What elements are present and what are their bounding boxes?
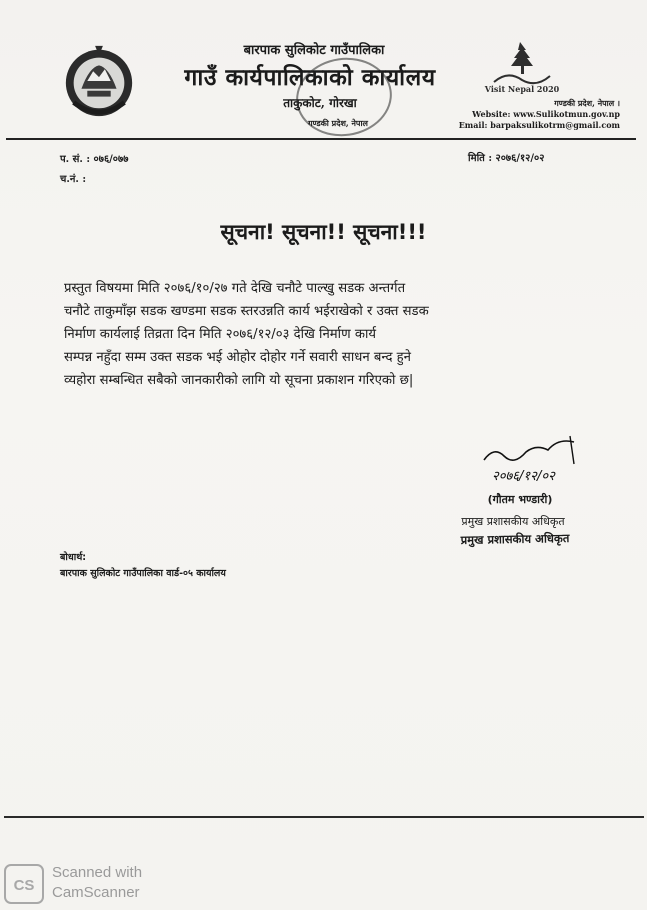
visit-nepal-2020-logo (484, 40, 560, 94)
body-line: चनौटे ताकुमाँझ सडक खण्डमा सडक स्तरउन्नति कार्य भईराखेको र उक्त सडक (64, 304, 429, 319)
contact-email: Email: barpaksulikotrm@gmail.com (458, 120, 620, 130)
notice-title: सूचना! सूचना!! सूचना!!! (220, 220, 427, 244)
signatory-title: प्रमुख प्रशासकीय अधिकृत (461, 515, 565, 528)
file-number: प. सं. : ०७६/०७७ (60, 154, 129, 165)
handwritten-signature (474, 434, 594, 486)
office-location: ताकुकोट, गोरखा (283, 96, 357, 110)
body-line: सम्पन्न नहुँदा सम्म उक्त सडक भई ओहोर दोहोर गर्ने सवारी साधन बन्द हुने (64, 350, 412, 365)
camscanner-watermark (52, 863, 142, 903)
watermark-line2: CamScanner (52, 884, 140, 901)
camscanner-logo-icon (4, 864, 44, 904)
body-line: व्यहोरा सम्बन्धित सबैको जानकारीको लागि यो सूचना प्रकाशन गरिएको छ| (64, 373, 414, 388)
body-line: प्रस्तुत विषयमा मिति २०७६/१०/२७ गते देखि चनौटे पाल्खु सडक अन्तर्गत (64, 281, 406, 296)
contact-website: Website: www.Sulikotmun.gov.np (472, 109, 620, 119)
designation-stamp: प्रमुख प्रशासकीय अधिकृत (460, 531, 570, 547)
signatory-name: (गौतम भण्डारी) (487, 493, 553, 506)
office-name: गाउँ कार्यपालिकाको कार्यालय (184, 64, 436, 91)
cc-label: बोधार्थ: (60, 552, 87, 563)
body-line: निर्माण कार्यलाई तिव्रता दिन मिति २०७६/१२/०३ देखि निर्माण कार्य (64, 327, 377, 342)
signature-date: २०७६/१२/०२ (492, 469, 555, 484)
cc-recipient: बारपाक सुलिकोट गाउँपालिका वार्ड-०५ कार्यालय (60, 568, 226, 579)
contact-region: गण्डकी प्रदेश, नेपाल । (554, 98, 620, 108)
nepal-emblem-logo (60, 42, 138, 120)
province-line: गण्डकी प्रदेश, नेपाल (308, 118, 368, 128)
reference-block (60, 150, 128, 190)
watermark-line1: Scanned with (52, 864, 143, 881)
letter-date: मिति : २०७६/१२/०२ (468, 153, 545, 164)
camscanner-badge-text: CS (13, 877, 35, 894)
dispatch-number: च.नं. : (60, 174, 87, 185)
visit-nepal-logo-text: Visit Nepal 2020 (484, 84, 560, 94)
municipality-name: बारपाक सुलिकोट गाउँपालिका (243, 43, 385, 58)
header-divider (6, 138, 636, 140)
contact-block (440, 98, 620, 131)
footer-divider (4, 816, 644, 818)
notice-body (64, 277, 584, 392)
